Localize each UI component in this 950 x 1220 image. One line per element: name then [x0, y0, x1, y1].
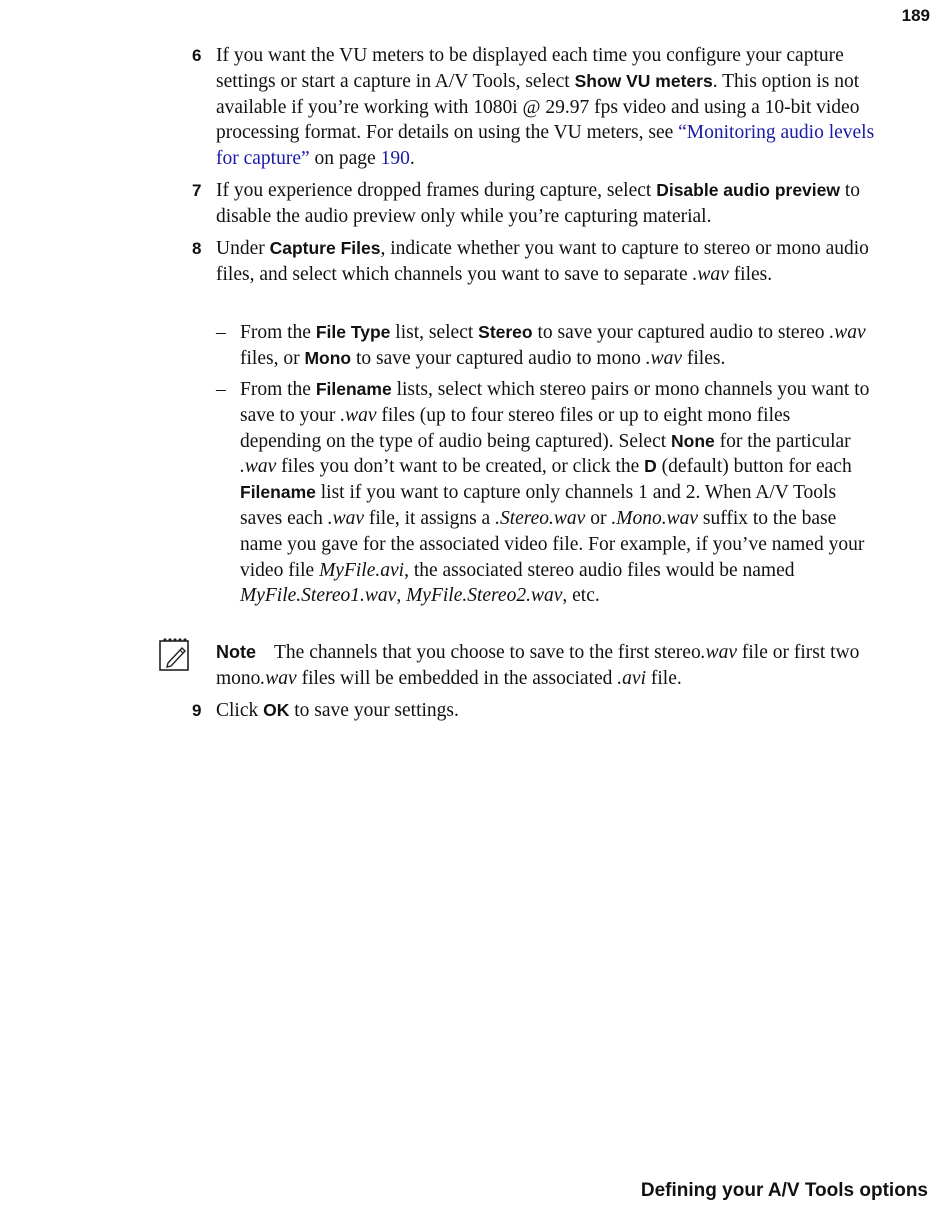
ui-term-ok: OK [263, 700, 290, 720]
list-item-filename [216, 377, 876, 609]
step-number: 9 [192, 701, 202, 720]
ui-term-disable-audio-preview: Disable audio preview [656, 180, 840, 200]
cross-reference-link[interactable]: “Monitoring audio levels for capture” [216, 122, 875, 170]
step-text: If you want the VU meters to be displayed each time you configure your capture settings or start a capture in A/V Tools, select Show VU meters. This option is not available if you’re working with 1080i @ 29.97 fps video and using a 10-bit video processing format. For details on using the VU meters, see “Monitoring audio levels for capture” on page 190. [216, 45, 875, 170]
list-item-file-type [216, 320, 876, 372]
step-9 [192, 698, 882, 724]
list-dash: – [216, 379, 226, 400]
step-6 [192, 43, 882, 172]
step-7 [192, 178, 882, 230]
ui-term-capture-files: Capture Files [269, 238, 381, 258]
ui-term-show-vu-meters: Show VU meters [574, 70, 713, 91]
list-item-text: From the Filename lists, select which stereo pairs or mono channels you want to save to your .wav files (up to four stereo files or up to eight mono files depending on the type of audio being captured). Select None for the particular .wav files you don’t want to be created, or click the D (default) button for each Filename list if you want to capture only channels 1 and 2. When A/V Tools saves each .wav file, it assigns a .Stereo.wav or .Mono.wav suffix to the base name you gave for the associated video file. For example, if you’ve named your video file MyFile.avi, the associated stereo audio files would be named MyFile.Stereo1.wav, MyFile.Stereo2.wav, etc. [240, 379, 870, 607]
notepad-icon [158, 636, 192, 672]
list-dash: – [216, 322, 226, 343]
page-link[interactable]: 190 [380, 148, 410, 170]
step-text: If you experience dropped frames during capture, select Disable audio preview to disable the audio preview only while you’re capturing material. [216, 180, 861, 227]
step-text: Under Capture Files, indicate whether you want to capture to stereo or mono audio files, and select which channels you want to save to separate .wav files. [216, 238, 869, 285]
step-number: 6 [192, 46, 202, 65]
step-number: 7 [192, 181, 202, 200]
note-label: Note [216, 642, 256, 662]
footer-section-title: Defining your A/V Tools options [640, 1180, 928, 1201]
step-number: 8 [192, 239, 202, 258]
note: Note The channels that you choose to save to the first stereo.wav file or first two mono.wav files will be embedded in the associated .avi file. [216, 642, 860, 689]
step-text: Click OK to save your settings. [216, 700, 459, 721]
step-8 [192, 236, 882, 288]
list-item-text: From the File Type list, select Stereo to save your captured audio to stereo .wav files, or Mono to save your captured audio to mono .wav files. [240, 322, 866, 369]
page-number: 189 [901, 6, 930, 25]
